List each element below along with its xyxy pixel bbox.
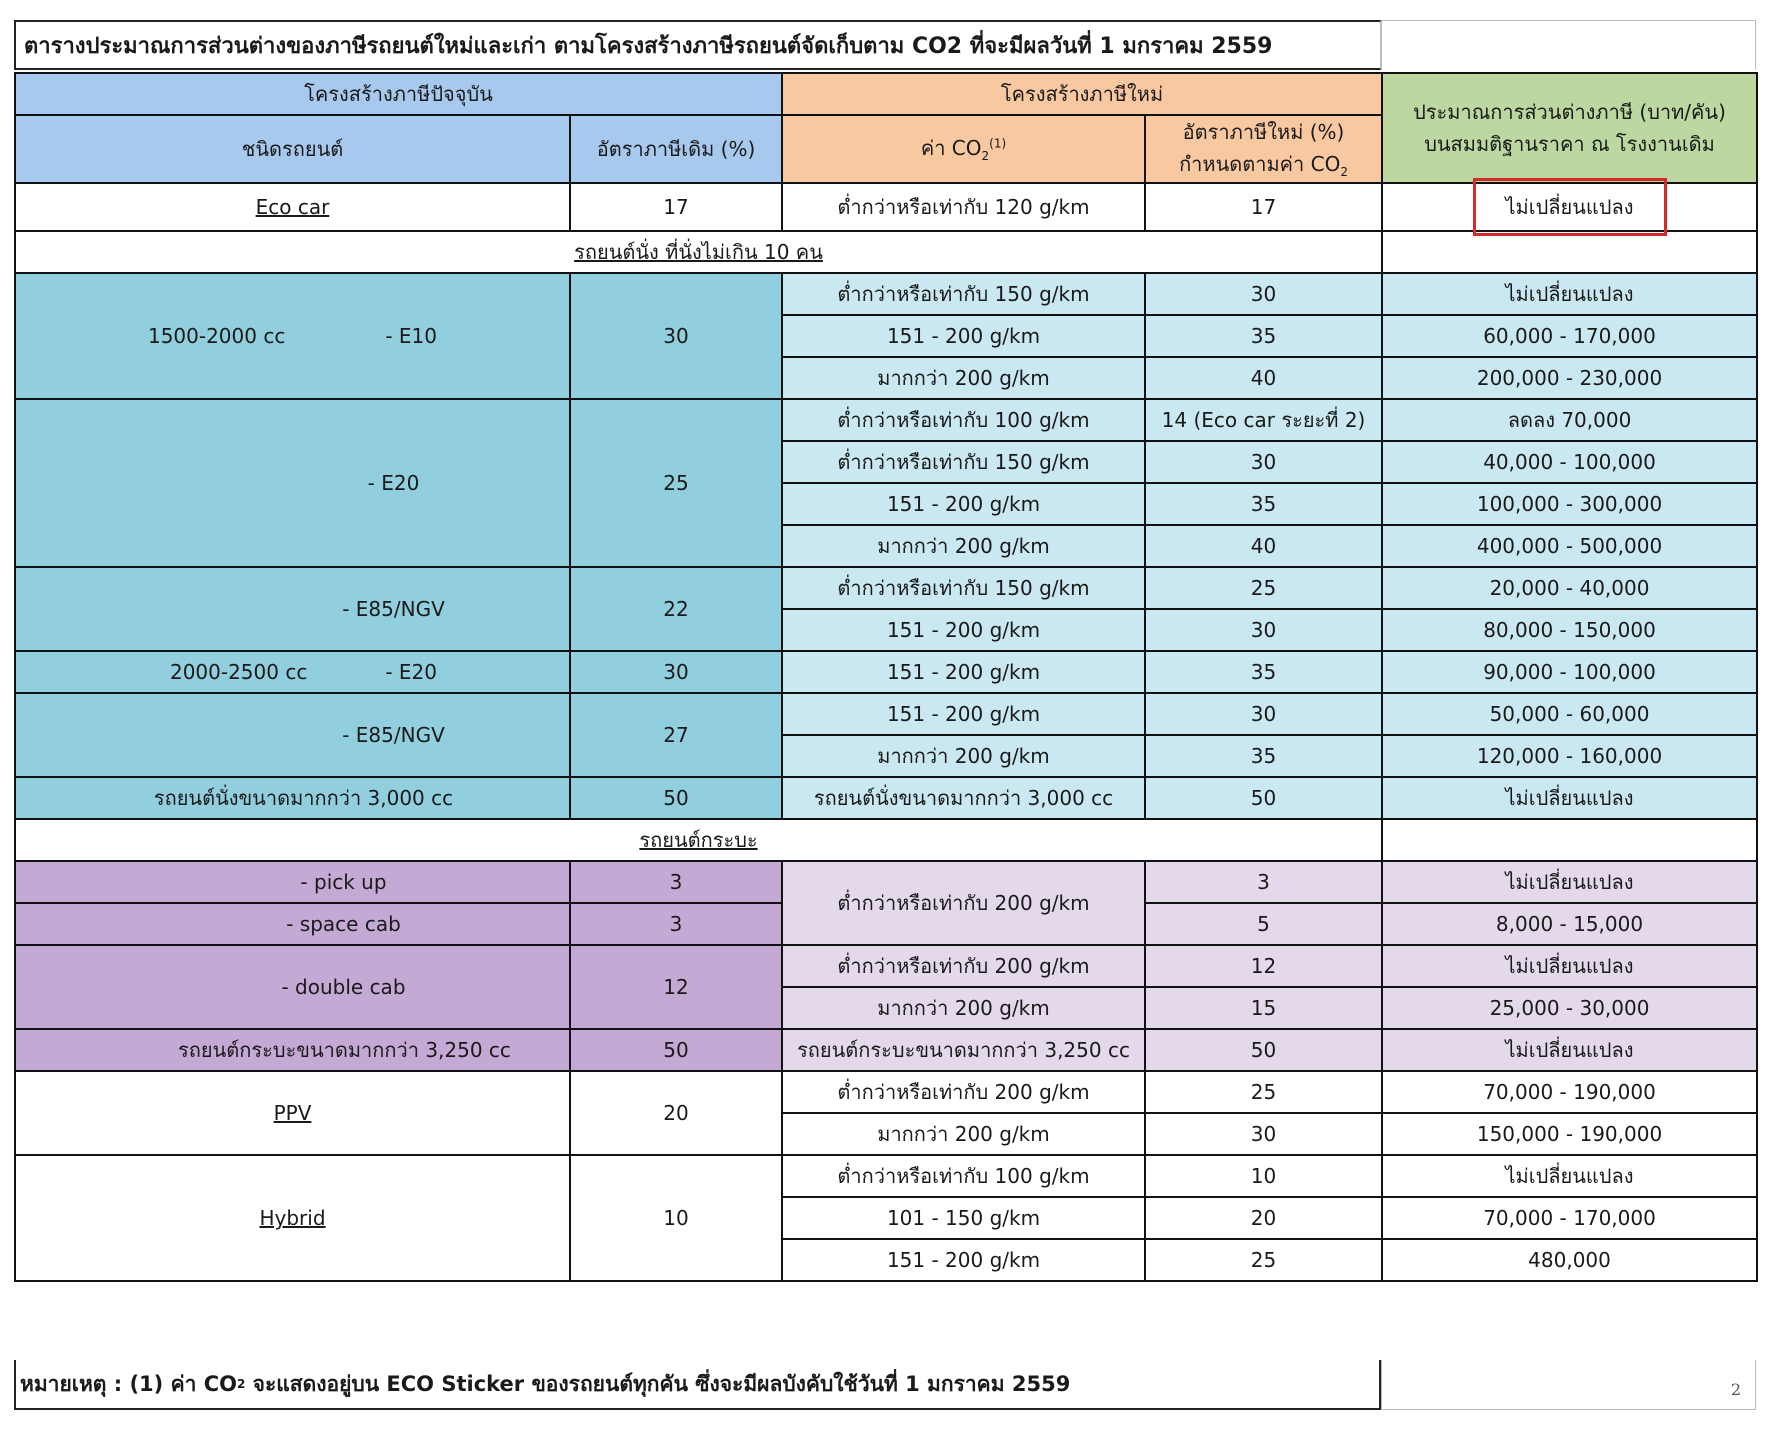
new-rate-header (1145, 115, 1382, 183)
diff-cell: 100,000 - 300,000 (1382, 483, 1757, 525)
co2-cell: 151 - 200 g/km (782, 693, 1145, 735)
co2-header (782, 115, 1145, 183)
table-row (15, 273, 1757, 315)
page-title: ตารางประมาณการส่วนต่างของภาษีรถยนต์ใหม่และเก่า ตามโครงสร้างภาษีรถยนต์จัดเก็บตาม CO2 ที่จะมีผลวันที่ 1 มกราคม 2559 (14, 20, 1381, 70)
footnote-sub: 2 (237, 1377, 246, 1391)
co2-cell: ต่ำกว่าหรือเท่ากับ 200 g/km (782, 945, 1145, 987)
diff-cell: 50,000 - 60,000 (1382, 693, 1757, 735)
table-row (15, 1029, 1757, 1071)
diff-cell: 70,000 - 170,000 (1382, 1197, 1757, 1239)
highlighted-diff: ไม่เปลี่ยนแปลง (1473, 178, 1667, 236)
title-blank-cell (1381, 20, 1756, 70)
co2-cell: มากกว่า 200 g/km (782, 525, 1145, 567)
table-row (15, 861, 1757, 903)
diff-cell: ไม่เปลี่ยนแปลง (1382, 1029, 1757, 1071)
footnote (14, 1360, 1381, 1410)
car-type-e20: - E20 (15, 399, 570, 567)
new-rate-cell: 35 (1145, 735, 1382, 777)
new-structure-header: โครงสร้างภาษีใหม่ (782, 73, 1382, 115)
new-rate-cell: 50 (1145, 777, 1382, 819)
new-rate-cell: 35 (1145, 483, 1382, 525)
co2-cell: 151 - 200 g/km (782, 483, 1145, 525)
diff-header-line2: บนสมมติฐานราคา ณ โรงงานเดิม (1424, 132, 1715, 157)
new-rate-cell: 30 (1145, 609, 1382, 651)
new-rate-header-line2-text: กำหนดตามค่า CO (1179, 152, 1341, 176)
tax-sheet (14, 20, 1756, 1410)
diff-cell: 90,000 - 100,000 (1382, 651, 1757, 693)
section-row (15, 231, 1757, 273)
co2-cell: มากกว่า 200 g/km (782, 735, 1145, 777)
diff-cell: 150,000 - 190,000 (1382, 1113, 1757, 1155)
car-type-e85: - E85/NGV (15, 567, 570, 651)
co2-cell: รถยนต์นั่งขนาดมากกว่า 3,000 cc (782, 777, 1145, 819)
diff-cell: ไม่เปลี่ยนแปลง (1382, 945, 1757, 987)
diff-cell: 20,000 - 40,000 (1382, 567, 1757, 609)
new-rate-cell: 25 (1145, 1239, 1382, 1281)
diff-cell: ไม่เปลี่ยนแปลง (1382, 861, 1757, 903)
diff-cell: 120,000 - 160,000 (1382, 735, 1757, 777)
footnote-blank-cell (1381, 1360, 1756, 1410)
old-rate-cell: 25 (570, 399, 782, 567)
car-type-e10 (15, 273, 570, 399)
co2-cell: 101 - 150 g/km (782, 1197, 1145, 1239)
car-type-hybrid: Hybrid (15, 1155, 570, 1281)
fuel-type: - E20 (385, 660, 438, 685)
co2-cell: ต่ำกว่าหรือเท่ากับ 100 g/km (782, 399, 1145, 441)
new-rate-cell: 12 (1145, 945, 1382, 987)
new-rate-cell: 50 (1145, 1029, 1382, 1071)
new-rate-cell: 25 (1145, 567, 1382, 609)
table-row (15, 567, 1757, 609)
co2-cell: 151 - 200 g/km (782, 609, 1145, 651)
new-rate-cell: 30 (1145, 693, 1382, 735)
new-rate-cell: 30 (1145, 1113, 1382, 1155)
new-rate-cell: 30 (1145, 273, 1382, 315)
diff-cell: 480,000 (1382, 1239, 1757, 1281)
section-pickup: รถยนต์กระบะ (15, 819, 1382, 861)
co2-cell: ต่ำกว่าหรือเท่ากับ 150 g/km (782, 567, 1145, 609)
new-rate-cell: 20 (1145, 1197, 1382, 1239)
new-rate-cell: 25 (1145, 1071, 1382, 1113)
diff-cell: ไม่เปลี่ยนแปลง (1382, 1155, 1757, 1197)
co2-header-text: ค่า CO (920, 136, 982, 160)
diff-cell: 40,000 - 100,000 (1382, 441, 1757, 483)
old-rate-cell: 3 (570, 903, 782, 945)
diff-cell: 200,000 - 230,000 (1382, 357, 1757, 399)
diff-cell: 80,000 - 150,000 (1382, 609, 1757, 651)
footnote-suffix: จะแสดงอยู่บน ECO Sticker ของรถยนต์ทุกคัน ซึ่งจะมีผลบังคับใช้วันที่ 1 มกราคม 2559 (245, 1371, 1071, 1396)
new-rate-cell: 10 (1145, 1155, 1382, 1197)
new-rate-header-sub: 2 (1340, 165, 1348, 179)
car-type-big-pickup: รถยนต์กระบะขนาดมากกว่า 3,250 cc (15, 1029, 570, 1071)
fuel-type: - E10 (385, 324, 438, 349)
diff-cell: 25,000 - 30,000 (1382, 987, 1757, 1029)
old-rate-cell: 3 (570, 861, 782, 903)
page-number: 2 (1730, 1380, 1741, 1399)
old-rate-header: อัตราภาษีเดิม (%) (570, 115, 782, 183)
section-row (15, 819, 1757, 861)
co2-cell: ต่ำกว่าหรือเท่ากับ 200 g/km (782, 1071, 1145, 1113)
new-rate-cell: 40 (1145, 357, 1382, 399)
new-rate-cell: 5 (1145, 903, 1382, 945)
table-row (15, 1071, 1757, 1113)
car-type-e85-2000: - E85/NGV (15, 693, 570, 777)
new-rate-cell: 14 (Eco car ระยะที่ 2) (1145, 399, 1382, 441)
new-rate-cell: 17 (1145, 183, 1382, 231)
old-rate-cell: 30 (570, 651, 782, 693)
old-rate-cell: 10 (570, 1155, 782, 1281)
old-rate-cell: 30 (570, 273, 782, 399)
car-type-header: ชนิดรถยนต์ (15, 115, 570, 183)
table-row (15, 1155, 1757, 1197)
diff-cell: 60,000 - 170,000 (1382, 315, 1757, 357)
co2-cell: ต่ำกว่าหรือเท่ากับ 200 g/km (782, 861, 1145, 945)
new-rate-cell: 35 (1145, 651, 1382, 693)
table-row (15, 399, 1757, 441)
table-row (15, 183, 1757, 231)
co2-header-sup: (1) (989, 136, 1007, 151)
car-type-pickup: - pick up (15, 861, 570, 903)
co2-cell: มากกว่า 200 g/km (782, 987, 1145, 1029)
diff-cell: 70,000 - 190,000 (1382, 1071, 1757, 1113)
diff-cell: ไม่เปลี่ยนแปลง (1382, 273, 1757, 315)
old-rate-cell: 22 (570, 567, 782, 651)
new-rate-cell: 40 (1145, 525, 1382, 567)
car-type-big: รถยนต์นั่งขนาดมากกว่า 3,000 cc (15, 777, 570, 819)
co2-header-sub: 2 (981, 149, 990, 163)
old-rate-cell: 17 (570, 183, 782, 231)
diff-cell: ไม่เปลี่ยนแปลง (1382, 777, 1757, 819)
footnote-prefix: หมายเหตุ : (1) ค่า CO (20, 1371, 237, 1396)
co2-cell: 151 - 200 g/km (782, 651, 1145, 693)
car-type-doublecab: - double cab (15, 945, 570, 1029)
co2-cell: ต่ำกว่าหรือเท่ากับ 150 g/km (782, 441, 1145, 483)
new-rate-cell: 3 (1145, 861, 1382, 903)
header-row-1 (15, 73, 1757, 115)
co2-cell: 151 - 200 g/km (782, 1239, 1145, 1281)
table-row (15, 693, 1757, 735)
co2-cell: ต่ำกว่าหรือเท่ากับ 120 g/km (782, 183, 1145, 231)
co2-cell: ต่ำกว่าหรือเท่ากับ 100 g/km (782, 1155, 1145, 1197)
old-rate-cell: 50 (570, 1029, 782, 1071)
new-rate-cell: 30 (1145, 441, 1382, 483)
old-rate-cell: 20 (570, 1071, 782, 1155)
old-rate-cell: 50 (570, 777, 782, 819)
section-blank (1382, 231, 1757, 273)
engine-size: 1500-2000 cc (147, 324, 286, 349)
diff-header (1382, 73, 1757, 183)
diff-cell: ลดลง 70,000 (1382, 399, 1757, 441)
car-type-spacecab: - space cab (15, 903, 570, 945)
new-rate-cell: 35 (1145, 315, 1382, 357)
table-row (15, 945, 1757, 987)
co2-cell: มากกว่า 200 g/km (782, 1113, 1145, 1155)
old-rate-cell: 27 (570, 693, 782, 777)
co2-cell: 151 - 200 g/km (782, 315, 1145, 357)
co2-cell: ต่ำกว่าหรือเท่ากับ 150 g/km (782, 273, 1145, 315)
current-structure-header: โครงสร้างภาษีปัจจุบัน (15, 73, 782, 115)
section-blank (1382, 819, 1757, 861)
engine-size: 2000-2500 cc (169, 660, 308, 685)
diff-header-line1: ประมาณการส่วนต่างภาษี (บาท/คัน) (1413, 100, 1726, 125)
tax-table (14, 72, 1758, 1282)
co2-cell: รถยนต์กระบะขนาดมากกว่า 3,250 cc (782, 1029, 1145, 1071)
diff-cell (1382, 183, 1757, 231)
old-rate-cell: 12 (570, 945, 782, 1029)
new-rate-header-line2 (1152, 148, 1375, 182)
diff-cell: 8,000 - 15,000 (1382, 903, 1757, 945)
diff-cell: 400,000 - 500,000 (1382, 525, 1757, 567)
new-rate-cell: 15 (1145, 987, 1382, 1029)
new-rate-header-line1: อัตราภาษีใหม่ (%) (1182, 120, 1345, 144)
co2-cell: มากกว่า 200 g/km (782, 357, 1145, 399)
car-type-eco: Eco car (15, 183, 570, 231)
table-row (15, 777, 1757, 819)
table-row (15, 651, 1757, 693)
car-type-e20-2000 (15, 651, 570, 693)
car-type-ppv: PPV (15, 1071, 570, 1155)
section-passenger: รถยนต์นั่ง ที่นั่งไม่เกิน 10 คน (15, 231, 1382, 273)
